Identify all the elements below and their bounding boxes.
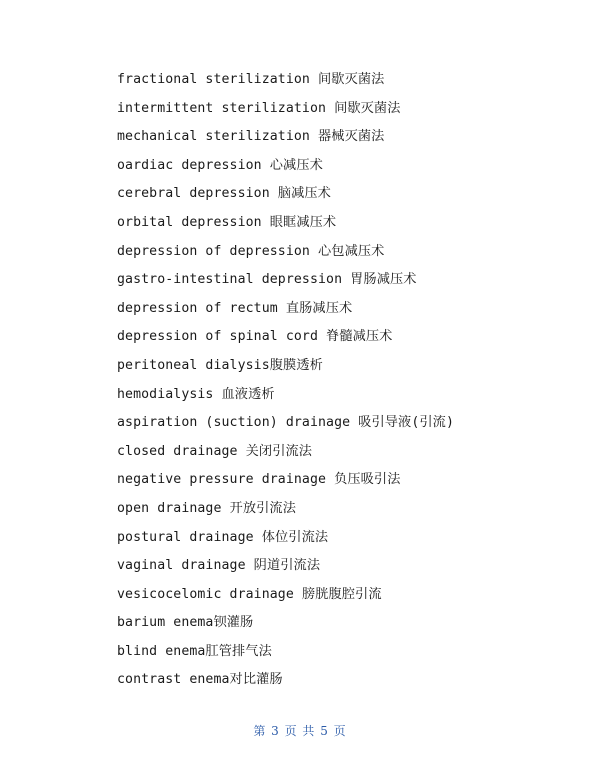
term-entry: oardiac depression 心减压术 <box>117 157 323 173</box>
term-entry: depression of spinal cord 脊髓减压术 <box>117 329 393 345</box>
term-entry: peritoneal dialysis腹膜透析 <box>117 357 323 373</box>
term-list <box>117 66 557 695</box>
term-entry: fractional sterilization 间歇灭菌法 <box>117 72 385 87</box>
term-entry: postural drainage 体位引流法 <box>117 529 329 545</box>
term-entry: depression of rectum 直肠减压术 <box>117 300 353 316</box>
term-entry: negative pressure drainage 负压吸引法 <box>117 472 401 488</box>
term-entry: orbital depression 眼眶减压术 <box>117 214 337 230</box>
term-entry: vaginal drainage 阴道引流法 <box>117 558 321 574</box>
term-entry: intermittent sterilization 间歇灭菌法 <box>117 100 401 116</box>
page-number-footer: 第 3 页 共 5 页 <box>253 724 347 738</box>
term-entry: gastro-intestinal depression 胃肠减压术 <box>117 272 417 288</box>
term-entry: open drainage 开放引流法 <box>117 500 296 516</box>
term-entry: contrast enema对比灌肠 <box>117 672 283 688</box>
term-entry: closed drainage 关闭引流法 <box>117 443 313 459</box>
term-entry: mechanical sterilization 器械灭菌法 <box>117 129 385 145</box>
term-entry: aspiration (suction) drainage 吸引导液(引流) <box>117 415 454 431</box>
term-entry: depression of depression 心包减压术 <box>117 243 385 259</box>
term-entry: vesicocelomic drainage 膀胱腹腔引流 <box>117 586 382 602</box>
term-entry: hemodialysis 血液透析 <box>117 386 275 402</box>
term-entry: blind enema肛管排气法 <box>117 643 272 659</box>
term-entry: barium enema钡灌肠 <box>117 615 254 631</box>
term-entry: cerebral depression 脑减压术 <box>117 186 331 202</box>
